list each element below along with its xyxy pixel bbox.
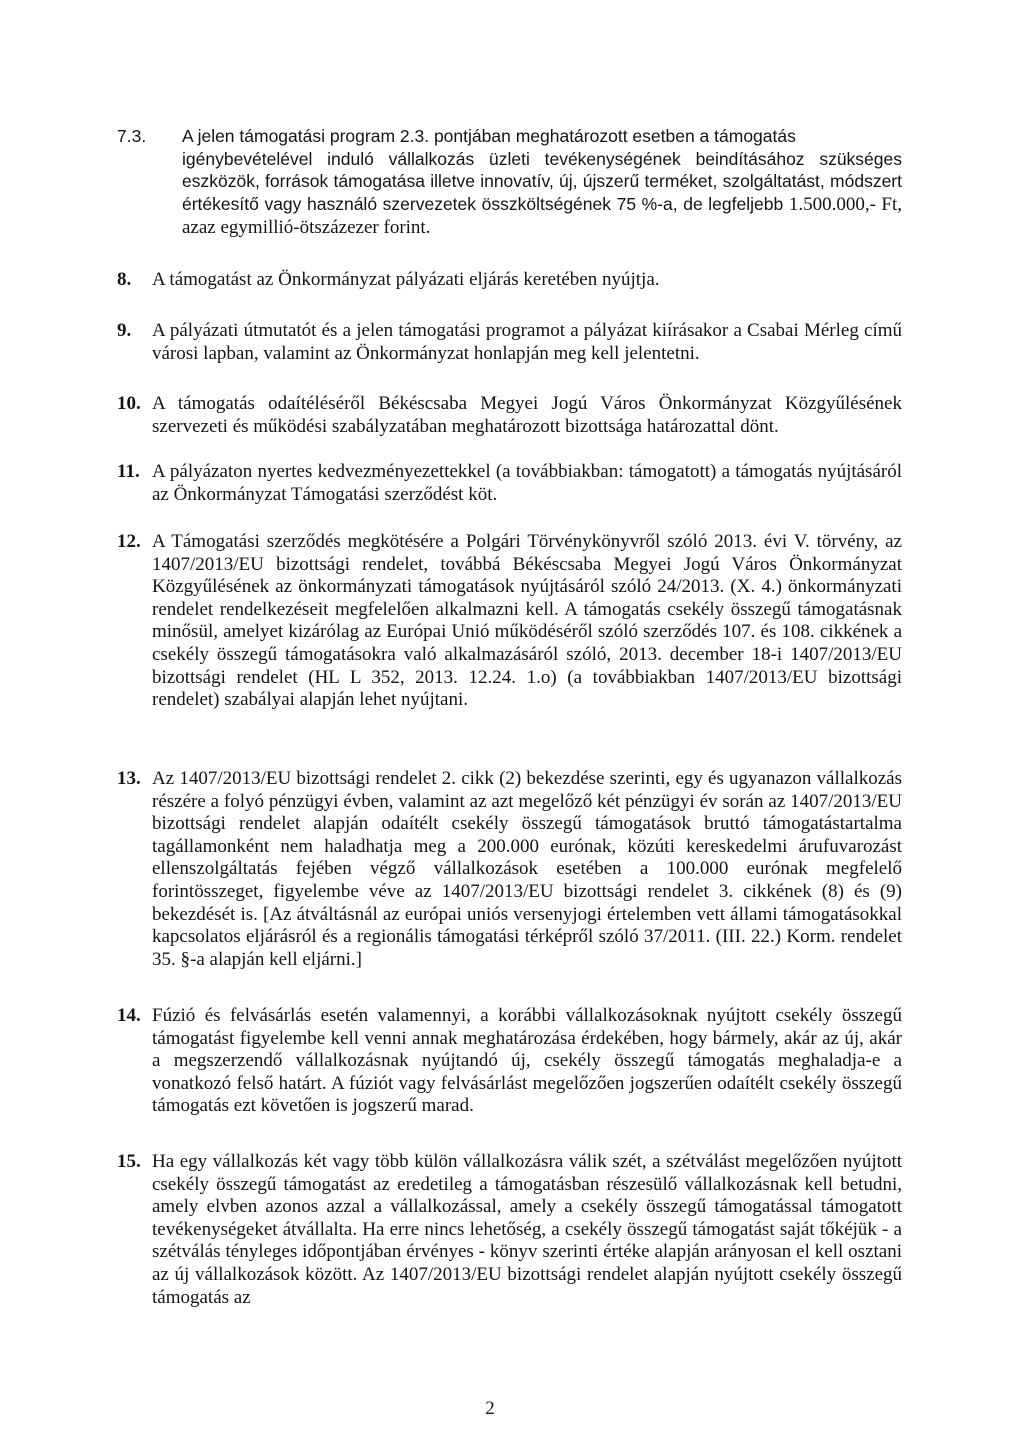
section-text: A pályázaton nyertes kedvezményezettekkel (a továbbiakban: támogatott) a támogatás nyújtásáról az Önkormányzat Támogatási szerződést köt. [152, 461, 902, 505]
section-text [117, 125, 902, 148]
section-number: 15. [117, 1151, 141, 1172]
section-7-3 [117, 125, 902, 240]
section-text: A Támogatási szerződés megkötésére a Polgári Törvénykönyvről szóló 2013. évi V. törvény, az 1407/2013/EU bizottsági rendelet, továbbá Békéscsaba Megyei Jogú Város Önkormányzat Közgyűlésének az önkormányzati támogatások nyújtásáról szóló 24/2013. (X. 4.) önkormányzati rendelet rendelkezéseit megfelelően alkalmazni kell. A támogatás csekély összegű támogatásnak minősül, amelyet kizárólag az Európai Unió működéséről szóló szerződés 107. és 108. cikkének a csekély összegű támogatásokra való alkalmazásáról szóló, 2013. december 18-i 1407/2013/EU bizottsági rendelet (HL L 352, 2013. 12.24. 1.o) (a továbbiakban 1407/2013/EU bizottsági rendelet) szabályai alapján lehet nyújtani. [152, 531, 902, 711]
section-9 [117, 320, 902, 365]
section-number: 14. [117, 1005, 141, 1026]
section-text-continued [117, 148, 902, 240]
section-number: 12. [117, 531, 141, 552]
section-text: Ha egy vállalkozás két vagy több külön vállalkozásra válik szét, a szétválást megelőzően nyújtott csekély összegű támogatást az eredetileg a támogatásban részesülő vállalkozásnak kell betudni, amely elvben azonos azzal a vállalkozással, amely a csekély összegű támogatással támogatott tevékenységeket átvállalta. Ha erre nincs lehetőség, a csekély összegű támogatást saját tőkéjük - a szétválás tényleges időpontjában érvényes - könyv szerinti értéke alapján arányosan el kell osztani az új vállalkozások között. Az 1407/2013/EU bizottsági rendelet alapján nyújtott csekély összegű támogatás az [152, 1151, 902, 1308]
section-text-sans: igénybevételével induló vállalkozás üzleti tevékenységének beindításához szükséges eszközök, források támogatása illetve innovatív, új, újszerű terméket, szolgáltatást, módszert értékesítő vagy használó szervezetek összköltségének 75 %-a, de legfeljebb [182, 148, 902, 214]
section-13 [117, 768, 902, 971]
section-10 [117, 393, 902, 438]
section-11 [117, 461, 902, 506]
section-text: A támogatást az Önkormányzat pályázati eljárás keretében nyújtja. [152, 269, 660, 290]
section-number: 9. [117, 320, 132, 341]
section-number: 13. [117, 768, 141, 789]
section-text: Fúzió és felvásárlás esetén valamennyi, a korábbi vállalkozásoknak nyújtott csekély összegű támogatást figyelembe kell venni annak meghatározása érdekében, hogy bármely, akár az új, akár a megszerzendő vállalkozásnak nyújtandó új, csekély összegű támogatás meghaladja-e a vonatkozó felső határt. A fúziót vagy felvásárlást megelőzően jogszerűen odaítélt csekély összegű támogatás ezt követően is jogszerű marad. [152, 1005, 902, 1117]
section-text: Az 1407/2013/EU bizottsági rendelet 2. cikk (2) bekezdése szerinti, egy és ugyanazon vállalkozás részére a folyó pénzügyi évben, valamint az azt megelőző két pénzügyi év során az 1407/2013/EU bizottsági rendelet alapján odaítélt csekély összegű támogatások bruttó támogatástartalma tagállamonként nem haladhatja meg a 200.000 eurónak, közúti kereskedelmi árufuvarozást ellenszolgáltatás fejében végző vállalkozások esetében a 100.000 eurónak megfelelő forintösszeget, figyelembe véve az 1407/2013/EU bizottsági rendelet 3. cikkének (8) és (9) bekezdését is. [Az átváltásnál az európai uniós versenyjogi értelemben vett állami támogatásokkal kapcsolatos eljárásról és a regionális támogatási térképről szóló 37/2011. (III. 22.) Korm. rendelet 35. §-a alapján kell eljárni.] [152, 768, 902, 970]
section-14 [117, 1005, 902, 1118]
section-text: A pályázati útmutatót és a jelen támogatási programot a pályázat kiírásakor a Csabai Mérleg című városi lapban, valamint az Önkormányzat honlapján meg kell jelentetni. [152, 320, 902, 364]
section-15 [117, 1151, 902, 1309]
section-number: 11. [117, 461, 140, 482]
section-8 [117, 269, 902, 292]
page-number: 2 [485, 1398, 495, 1419]
section-number: 7.3. [117, 126, 147, 146]
section-number: 8. [117, 269, 132, 290]
section-12 [117, 531, 902, 712]
section-number: 10. [117, 393, 141, 414]
section-text-line1: A jelen támogatási program 2.3. pontjában meghatározott esetben a támogatás [182, 126, 796, 146]
section-text-serif: 1.500.000,- Ft, azaz egymillió-ötszázezer forint. [182, 193, 902, 239]
section-text: A támogatás odaítéléséről Békéscsaba Megyei Jogú Város Önkormányzat Közgyűlésének szervezeti és működési szabályzatában meghatározott bizottsága határozattal dönt. [152, 393, 902, 437]
